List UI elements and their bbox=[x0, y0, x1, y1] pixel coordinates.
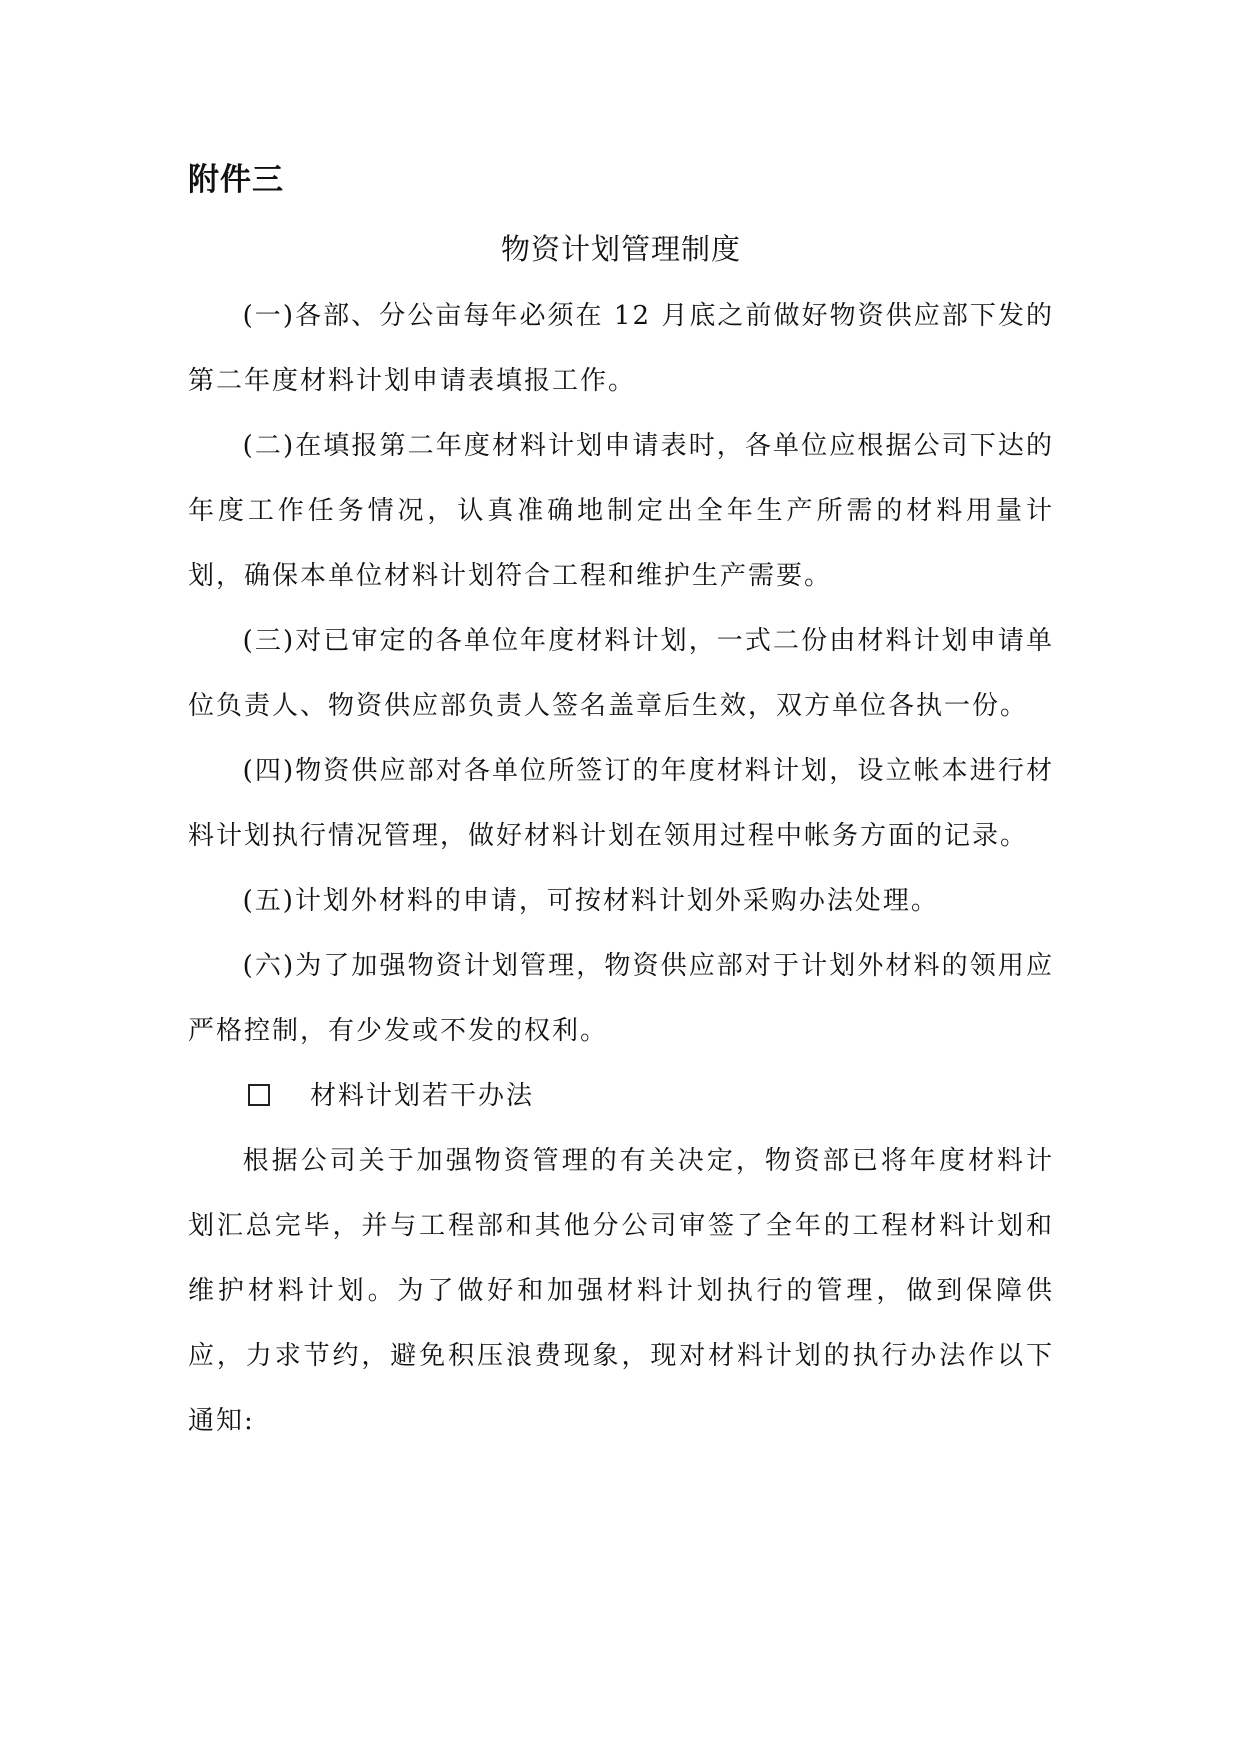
list-item-4: (四)物资供应部对各单位所签订的年度材料计划，设立帐本进行材料计划执行情况管理，做好材料计划在领用过程中帐务方面的记录。 bbox=[188, 756, 1054, 851]
list-item-2: (二)在填报第二年度材料计划申请表时，各单位应根据公司下达的年度工作任务情况，认真准确地制定出全年生产所需的材料用量计划，确保本单位材料计划符合工程和维护生产需要。 bbox=[188, 431, 1054, 591]
closing-paragraph: 根据公司关于加强物资管理的有关决定，物资部已将年度材料计划汇总完毕，并与工程部和其他分公司审签了全年的工程材料计划和维护材料计划。为了做好和加强材料计划执行的管理，做到保障供应，力求节约，避免积压浪费现象，现对材料计划的执行办法作以下通知: bbox=[188, 1146, 1054, 1436]
list-item-1: (一)各部、分公亩每年必须在 12 月底之前做好物资供应部下发的第二年度材料计划申请表填报工作。 bbox=[188, 301, 1054, 396]
document-title: 物资计划管理制度 bbox=[500, 232, 741, 266]
attachment-label: 附件三 bbox=[188, 162, 284, 198]
document-body bbox=[188, 284, 1054, 1454]
list-item-6: (六)为了加强物资计划管理，物资供应部对于计划外材料的领用应严格控制，有少发或不发的权利。 bbox=[188, 951, 1054, 1046]
checkbox-icon bbox=[248, 1084, 270, 1106]
list-item-3: (三)对已审定的各单位年度材料计划，一式二份由材料计划申请单位负责人、物资供应部负责人签名盖章后生效，双方单位各执一份。 bbox=[188, 626, 1054, 721]
section-heading-text: 材料计划若干办法 bbox=[310, 1081, 535, 1111]
section-heading bbox=[188, 1064, 1054, 1129]
list-item-5: (五)计划外材料的申请，可按材料计划外采购办法处理。 bbox=[242, 886, 939, 916]
